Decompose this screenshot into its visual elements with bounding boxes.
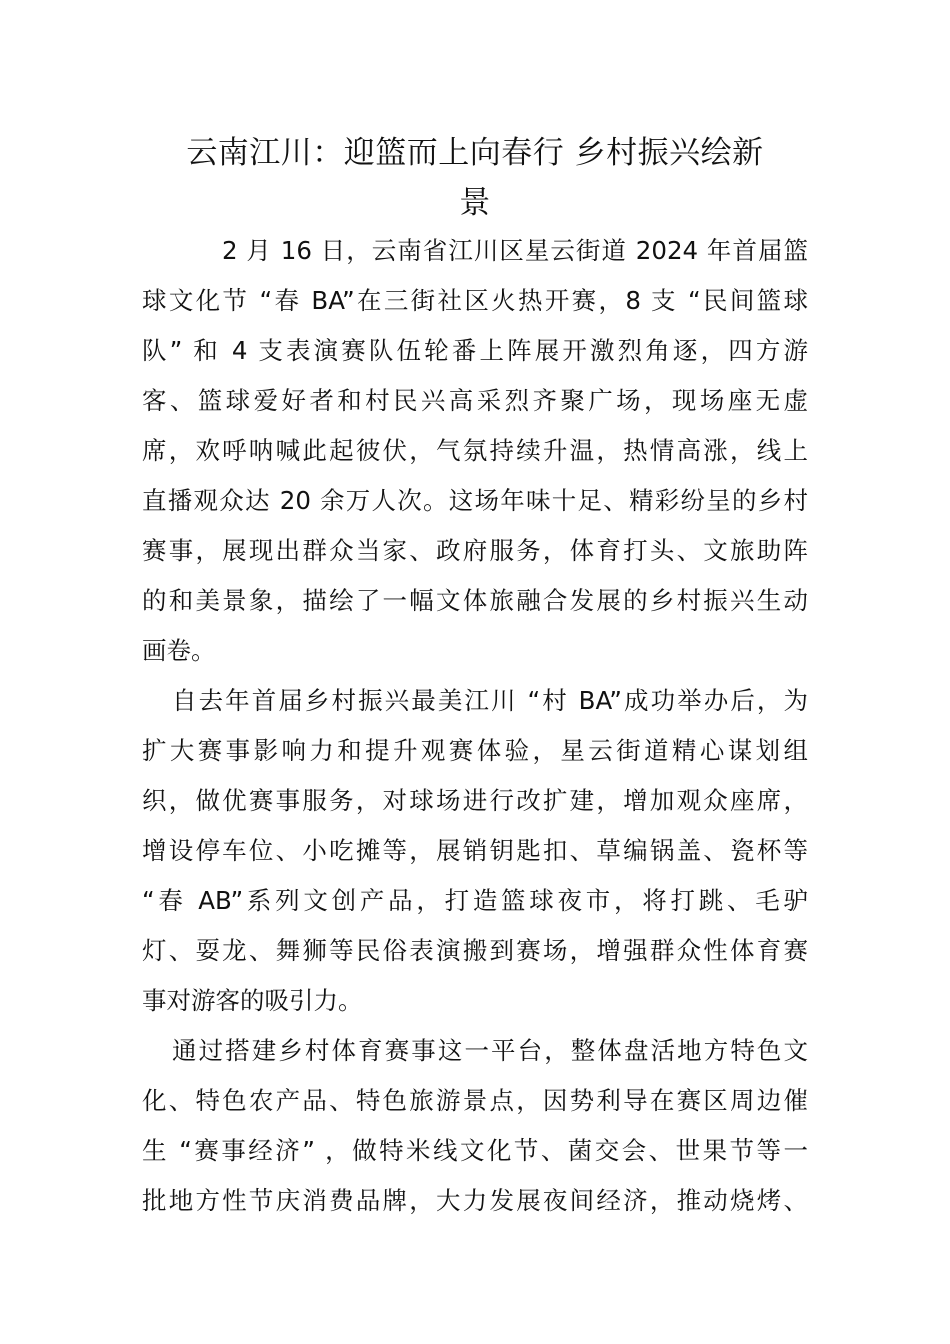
- text-line: 席，欢呼呐喊此起彼伏，气氛持续升温，热情高涨，线上: [142, 436, 808, 465]
- text-line: 灯、耍龙、舞狮等民俗表演搬到赛场，增强群众性体育赛: [142, 936, 808, 965]
- text-line: 的和美景象，描绘了一幅文体旅融合发展的乡村振兴生动: [142, 586, 808, 615]
- text-line: 织，做优赛事服务，对球场进行改扩建，增加观众座席，: [142, 786, 808, 815]
- document-title: [140, 128, 810, 228]
- paragraph-1: [142, 226, 808, 676]
- text-line: 通过搭建乡村体育赛事这一平台，整体盘活地方特色文: [172, 1036, 808, 1065]
- text-line: 批地方性节庆消费品牌，大力发展夜间经济，推动烧烤、: [142, 1186, 808, 1215]
- paragraph-2: [142, 676, 808, 1026]
- text-line: 直播观众达 20 余万人次。这场年味十足、精彩纷呈的乡村: [142, 486, 808, 515]
- text-line: 球文化节 “春 BA”在三街社区火热开赛，8 支 “民间篮球: [142, 286, 808, 315]
- text-line: 队” 和 4 支表演赛队伍轮番上阵展开激烈角逐，四方游: [142, 336, 808, 365]
- text-line: 自去年首届乡村振兴最美江川 “村 BA”成功举办后，为: [172, 686, 808, 715]
- text-line: 增设停车位、小吃摊等，展销钥匙扣、草编锅盖、瓷杯等: [142, 836, 808, 865]
- text-line: 客、篮球爱好者和村民兴高采烈齐聚广场，现场座无虚: [142, 386, 808, 415]
- title-line-1: 云南江川：迎篮而上向春行 乡村振兴绘新: [186, 135, 764, 171]
- text-line: 事对游客的吸引力。: [142, 986, 363, 1015]
- paragraph-3: [142, 1026, 808, 1226]
- text-line: 扩大赛事影响力和提升观赛体验，星云街道精心谋划组: [142, 736, 808, 765]
- text-line: 赛事，展现出群众当家、政府服务，体育打头、文旅助阵: [142, 536, 808, 565]
- title-line-2: 景: [459, 185, 491, 221]
- text-line: “春 AB”系列文创产品，打造篮球夜市，将打跳、毛驴: [142, 886, 808, 915]
- text-line: 生 “赛事经济” ，做特米线文化节、菌交会、世果节等一: [142, 1136, 808, 1165]
- text-line: 化、特色农产品、特色旅游景点，因势利导在赛区周边催: [142, 1086, 808, 1115]
- text-line: 2 月 16 日，云南省江川区星云街道 2024 年首届篮: [222, 236, 808, 265]
- document-body: [142, 226, 808, 1226]
- text-line: 画卷。: [142, 636, 216, 665]
